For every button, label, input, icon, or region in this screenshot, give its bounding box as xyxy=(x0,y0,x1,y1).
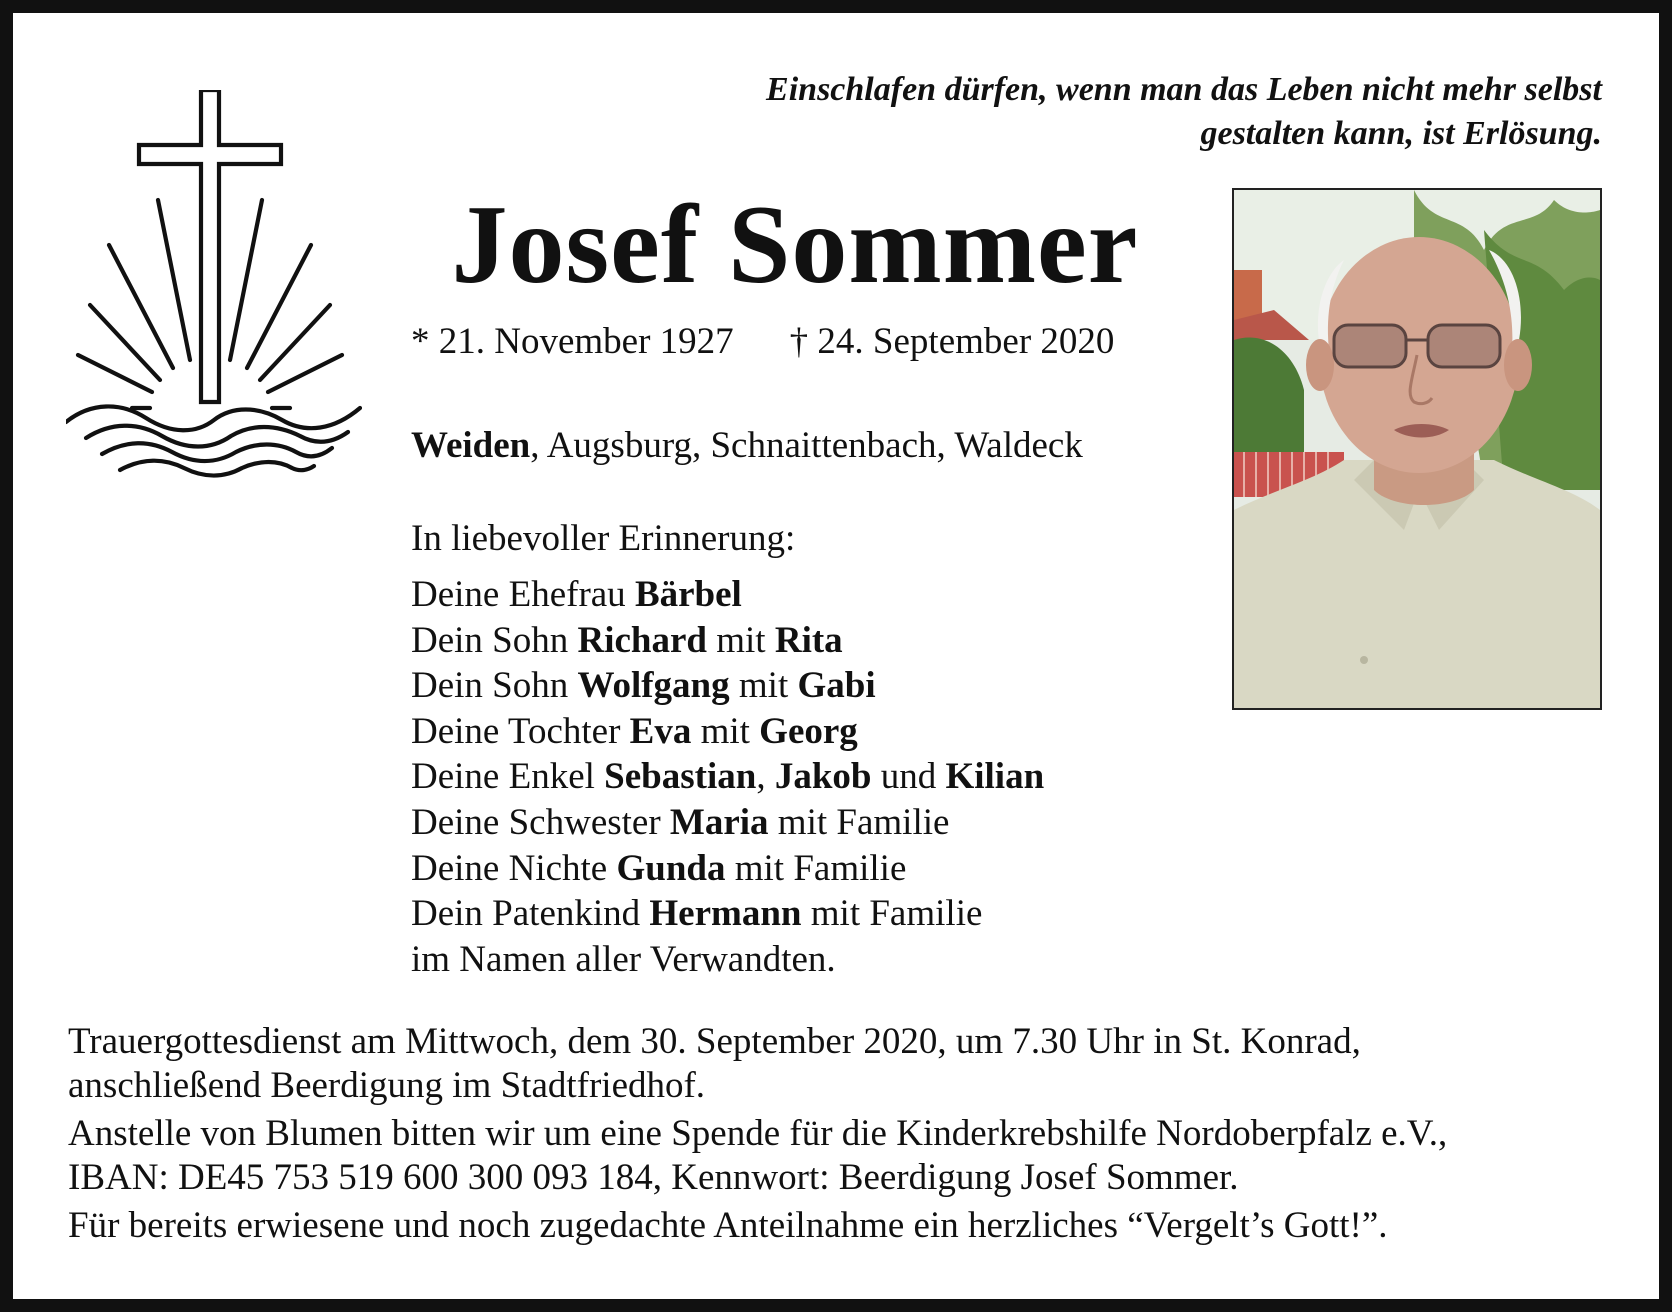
remembrance-intro: In liebevoller Erinnerung: xyxy=(411,518,796,559)
mourner-text: mit Familie xyxy=(768,801,950,843)
mourner-text: mit xyxy=(691,710,760,752)
mourner-text: Deine Enkel xyxy=(411,756,605,798)
mourner-text: Deine Nichte xyxy=(411,847,617,889)
mourner-text: Deine Ehefrau xyxy=(411,574,635,615)
mourner-line xyxy=(411,709,1044,755)
mourner-text: , xyxy=(756,756,775,798)
mourner-text: mit xyxy=(729,665,798,707)
motto-line-2: gestalten kann, ist Erlösung. xyxy=(1200,115,1602,152)
donation-line-1: Anstelle von Blumen bitten wir um eine Spende für die Kinderkrebshilfe Nordoberpfalz e.V., xyxy=(68,1113,1448,1154)
main-place: Weiden xyxy=(411,425,531,466)
mourner-name: Hermann xyxy=(649,893,802,935)
mourner-text: mit xyxy=(707,619,775,661)
mourner-name: Maria xyxy=(669,801,769,843)
mourner-line xyxy=(411,663,1044,709)
mourner-name: Gabi xyxy=(797,665,876,707)
mourner-line xyxy=(411,618,1044,664)
mourners-list xyxy=(411,572,1044,982)
mourner-text: mit Familie xyxy=(725,847,907,889)
mourner-name: Kilian xyxy=(945,756,1045,798)
mourner-text: Dein Sohn xyxy=(411,665,578,707)
mourner-line xyxy=(411,572,1044,618)
mourner-line xyxy=(411,800,1044,846)
mourner-line xyxy=(411,891,1044,937)
birth-date: * 21. November 1927 xyxy=(411,321,734,362)
mourner-name: Rita xyxy=(774,619,843,661)
death-date: † 24. September 2020 xyxy=(789,321,1115,362)
footer-text xyxy=(68,1020,1628,1248)
mourner-text: Dein Sohn xyxy=(411,619,578,661)
mourner-name: Jakob xyxy=(774,756,872,798)
portrait-photo xyxy=(1232,188,1602,710)
mourner-name: Georg xyxy=(759,710,858,752)
mourner-name: Gunda xyxy=(616,847,726,889)
service-line-1: Trauergottesdienst am Mittwoch, dem 30. September 2020, um 7.30 Uhr in St. Konrad, xyxy=(68,1021,1361,1062)
mourner-name: Richard xyxy=(577,619,707,661)
mourner-text: und xyxy=(871,756,946,798)
mourner-text: mit Familie xyxy=(801,893,983,935)
mourner-name: Bärbel xyxy=(634,574,742,615)
places-line xyxy=(411,424,1083,468)
mourner-text: Dein Patenkind xyxy=(411,893,650,935)
mourner-line xyxy=(411,937,1044,983)
mourner-line xyxy=(411,754,1044,800)
mourner-name: Wolfgang xyxy=(577,665,730,707)
mourner-name: Sebastian xyxy=(604,756,757,798)
life-dates xyxy=(411,320,1114,364)
mourner-line xyxy=(411,846,1044,892)
motto-line-1: Einschlafen dürfen, wenn man das Leben nicht mehr selbst xyxy=(766,71,1602,108)
donation-line-2: IBAN: DE45 753 519 600 300 093 184, Kennwort: Beerdigung Josef Sommer. xyxy=(68,1157,1239,1198)
mourner-name: Eva xyxy=(629,710,692,752)
mourner-text: Deine Tochter xyxy=(411,710,630,752)
other-places: , Augsburg, Schnaittenbach, Waldeck xyxy=(530,425,1083,466)
thanks-line: Für bereits erwiesene und noch zugedachte Anteilnahme ein herzliches “Vergelt’s Gott!”. xyxy=(68,1205,1388,1246)
deceased-name: Josef Sommer xyxy=(451,183,1139,307)
motto-quote xyxy=(602,68,1602,156)
service-line-2: anschließend Beerdigung im Stadtfriedhof. xyxy=(68,1065,706,1106)
mourner-text: im Namen aller Verwandten. xyxy=(411,938,836,980)
mourner-text: Deine Schwester xyxy=(411,801,670,843)
